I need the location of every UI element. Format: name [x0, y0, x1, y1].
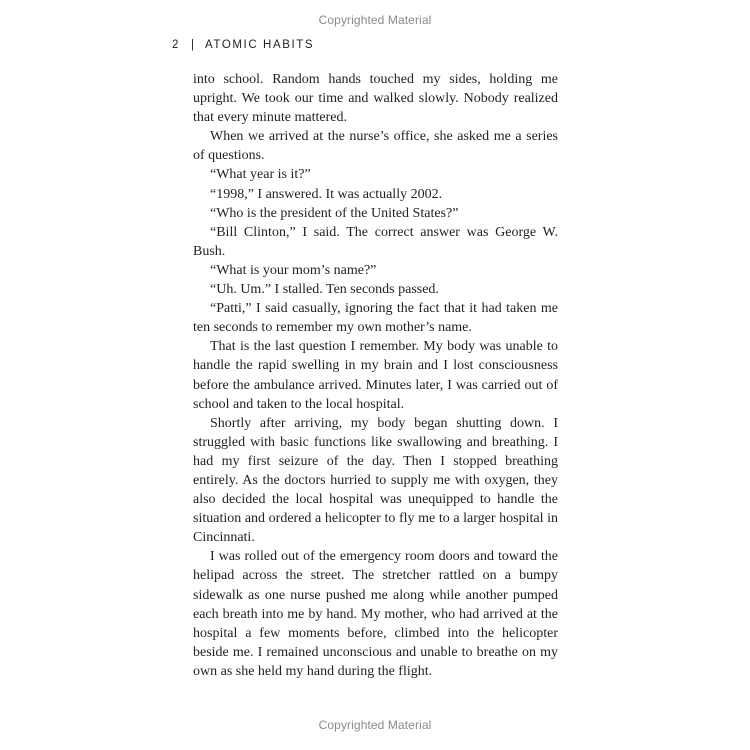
paragraph: “1998,” I answered. It was actually 2002. [210, 186, 443, 202]
paragraph: “Bill Clinton,” I said. The correct answer was George W. Bush. [193, 224, 558, 259]
paragraph: When we arrived at the nurse’s office, she asked me a series of questions. [193, 129, 558, 164]
page-number: 2 [172, 39, 180, 51]
paragraph: That is the last question I remember. My body was unable to handle the rapid swelling in my brain and I lost consciousness before the ambulance arrived. Minutes later, I was carried out of school and taken to the local hospital. [193, 339, 558, 412]
page-body [193, 70, 558, 681]
book-title: ATOMIC HABITS [205, 39, 315, 51]
paragraph: “What year is it?” [210, 167, 311, 183]
paragraph: “Patti,” I said casually, ignoring the fact that it had taken me ten seconds to remember my own mother’s name. [193, 301, 558, 336]
paragraph: “Uh. Um.” I stalled. Ten seconds passed. [210, 282, 439, 298]
copyright-watermark-top: Copyrighted Material [318, 13, 432, 27]
paragraph: Shortly after arriving, my body began shutting down. I struggled with basic functions like swallowing and breathing. I had my first seizure of the day. Then I stopped breathing entirely. As the doctors hurried to supply me with oxygen, they also decided the local hospital was unequipped to handle the situation and ordered a helicopter to fly me to a larger hospital in Cincinnati. [193, 415, 558, 546]
paragraph: I was rolled out of the emergency room doors and toward the helipad across the street. The stretcher rattled on a bumpy sidewalk as one nurse pushed me along while another pumped each breath into me by hand. My mother, who had arrived at the hospital a few moments before, climbed into the helicopter beside me. I remained unconscious and unable to breathe on my own as she held my hand during the flight. [193, 549, 558, 679]
paragraph: “Who is the president of the United States?” [210, 205, 459, 221]
running-header [172, 39, 314, 51]
copyright-watermark-bottom: Copyrighted Material [318, 718, 432, 732]
paragraph: into school. Random hands touched my sides, holding me upright. We took our time and walked slowly. Nobody realized that every minute mattered. [193, 72, 558, 126]
header-separator: | [191, 39, 194, 51]
paragraph: “What is your mom’s name?” [210, 262, 377, 278]
